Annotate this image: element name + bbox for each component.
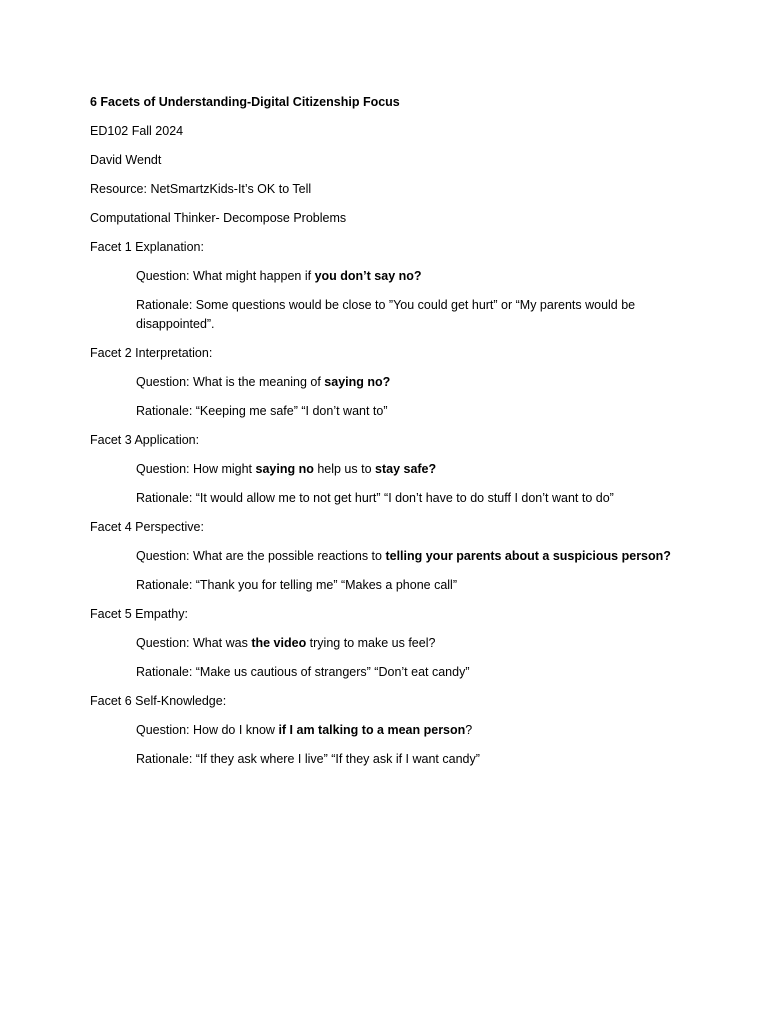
facet-question: Question: What is the meaning of saying no? [136, 375, 391, 389]
facet-heading: Facet 5 Empathy: [90, 607, 188, 621]
facet-rationale: Rationale: “It would allow me to not get hurt” “I don’t have to do stuff I don’t want to do” [136, 491, 614, 505]
facet-question: Question: What are the possible reactions to telling your parents about a suspicious person? [136, 549, 671, 563]
facet-rationale: Rationale: “Thank you for telling me” “Makes a phone call” [136, 578, 457, 592]
facet-heading: Facet 2 Interpretation: [90, 346, 213, 360]
facet-rationale: Rationale: “Keeping me safe” “I don’t want to” [136, 404, 388, 418]
facet-rationale: Rationale: Some questions would be close to ”You could get hurt” or “My parents would be disappointed”. [136, 298, 636, 331]
facet-heading: Facet 3 Application: [90, 433, 200, 447]
facet-rationale: Rationale: “If they ask where I live” “If they ask if I want candy” [136, 752, 480, 766]
facet-question: Question: What was the video trying to make us feel? [136, 636, 436, 650]
resource-line: Resource: NetSmartzKids-It’s OK to Tell [90, 182, 312, 196]
document-page [90, 93, 690, 779]
facet-heading: Facet 4 Perspective: [90, 520, 204, 534]
facet-question: Question: How do I know if I am talking to a mean person? [136, 723, 473, 737]
facet-rationale: Rationale: “Make us cautious of strangers” “Don’t eat candy” [136, 665, 470, 679]
author-line: David Wendt [90, 153, 162, 167]
facet-question: Question: How might saying no help us to stay safe? [136, 462, 437, 476]
document-title: 6 Facets of Understanding-Digital Citizenship Focus [90, 95, 400, 109]
facet-heading: Facet 1 Explanation: [90, 240, 204, 254]
facet-heading: Facet 6 Self-Knowledge: [90, 694, 227, 708]
facet-question: Question: What might happen if you don’t say no? [136, 269, 422, 283]
course-line: ED102 Fall 2024 [90, 124, 184, 138]
thinker-line: Computational Thinker- Decompose Problems [90, 211, 347, 225]
